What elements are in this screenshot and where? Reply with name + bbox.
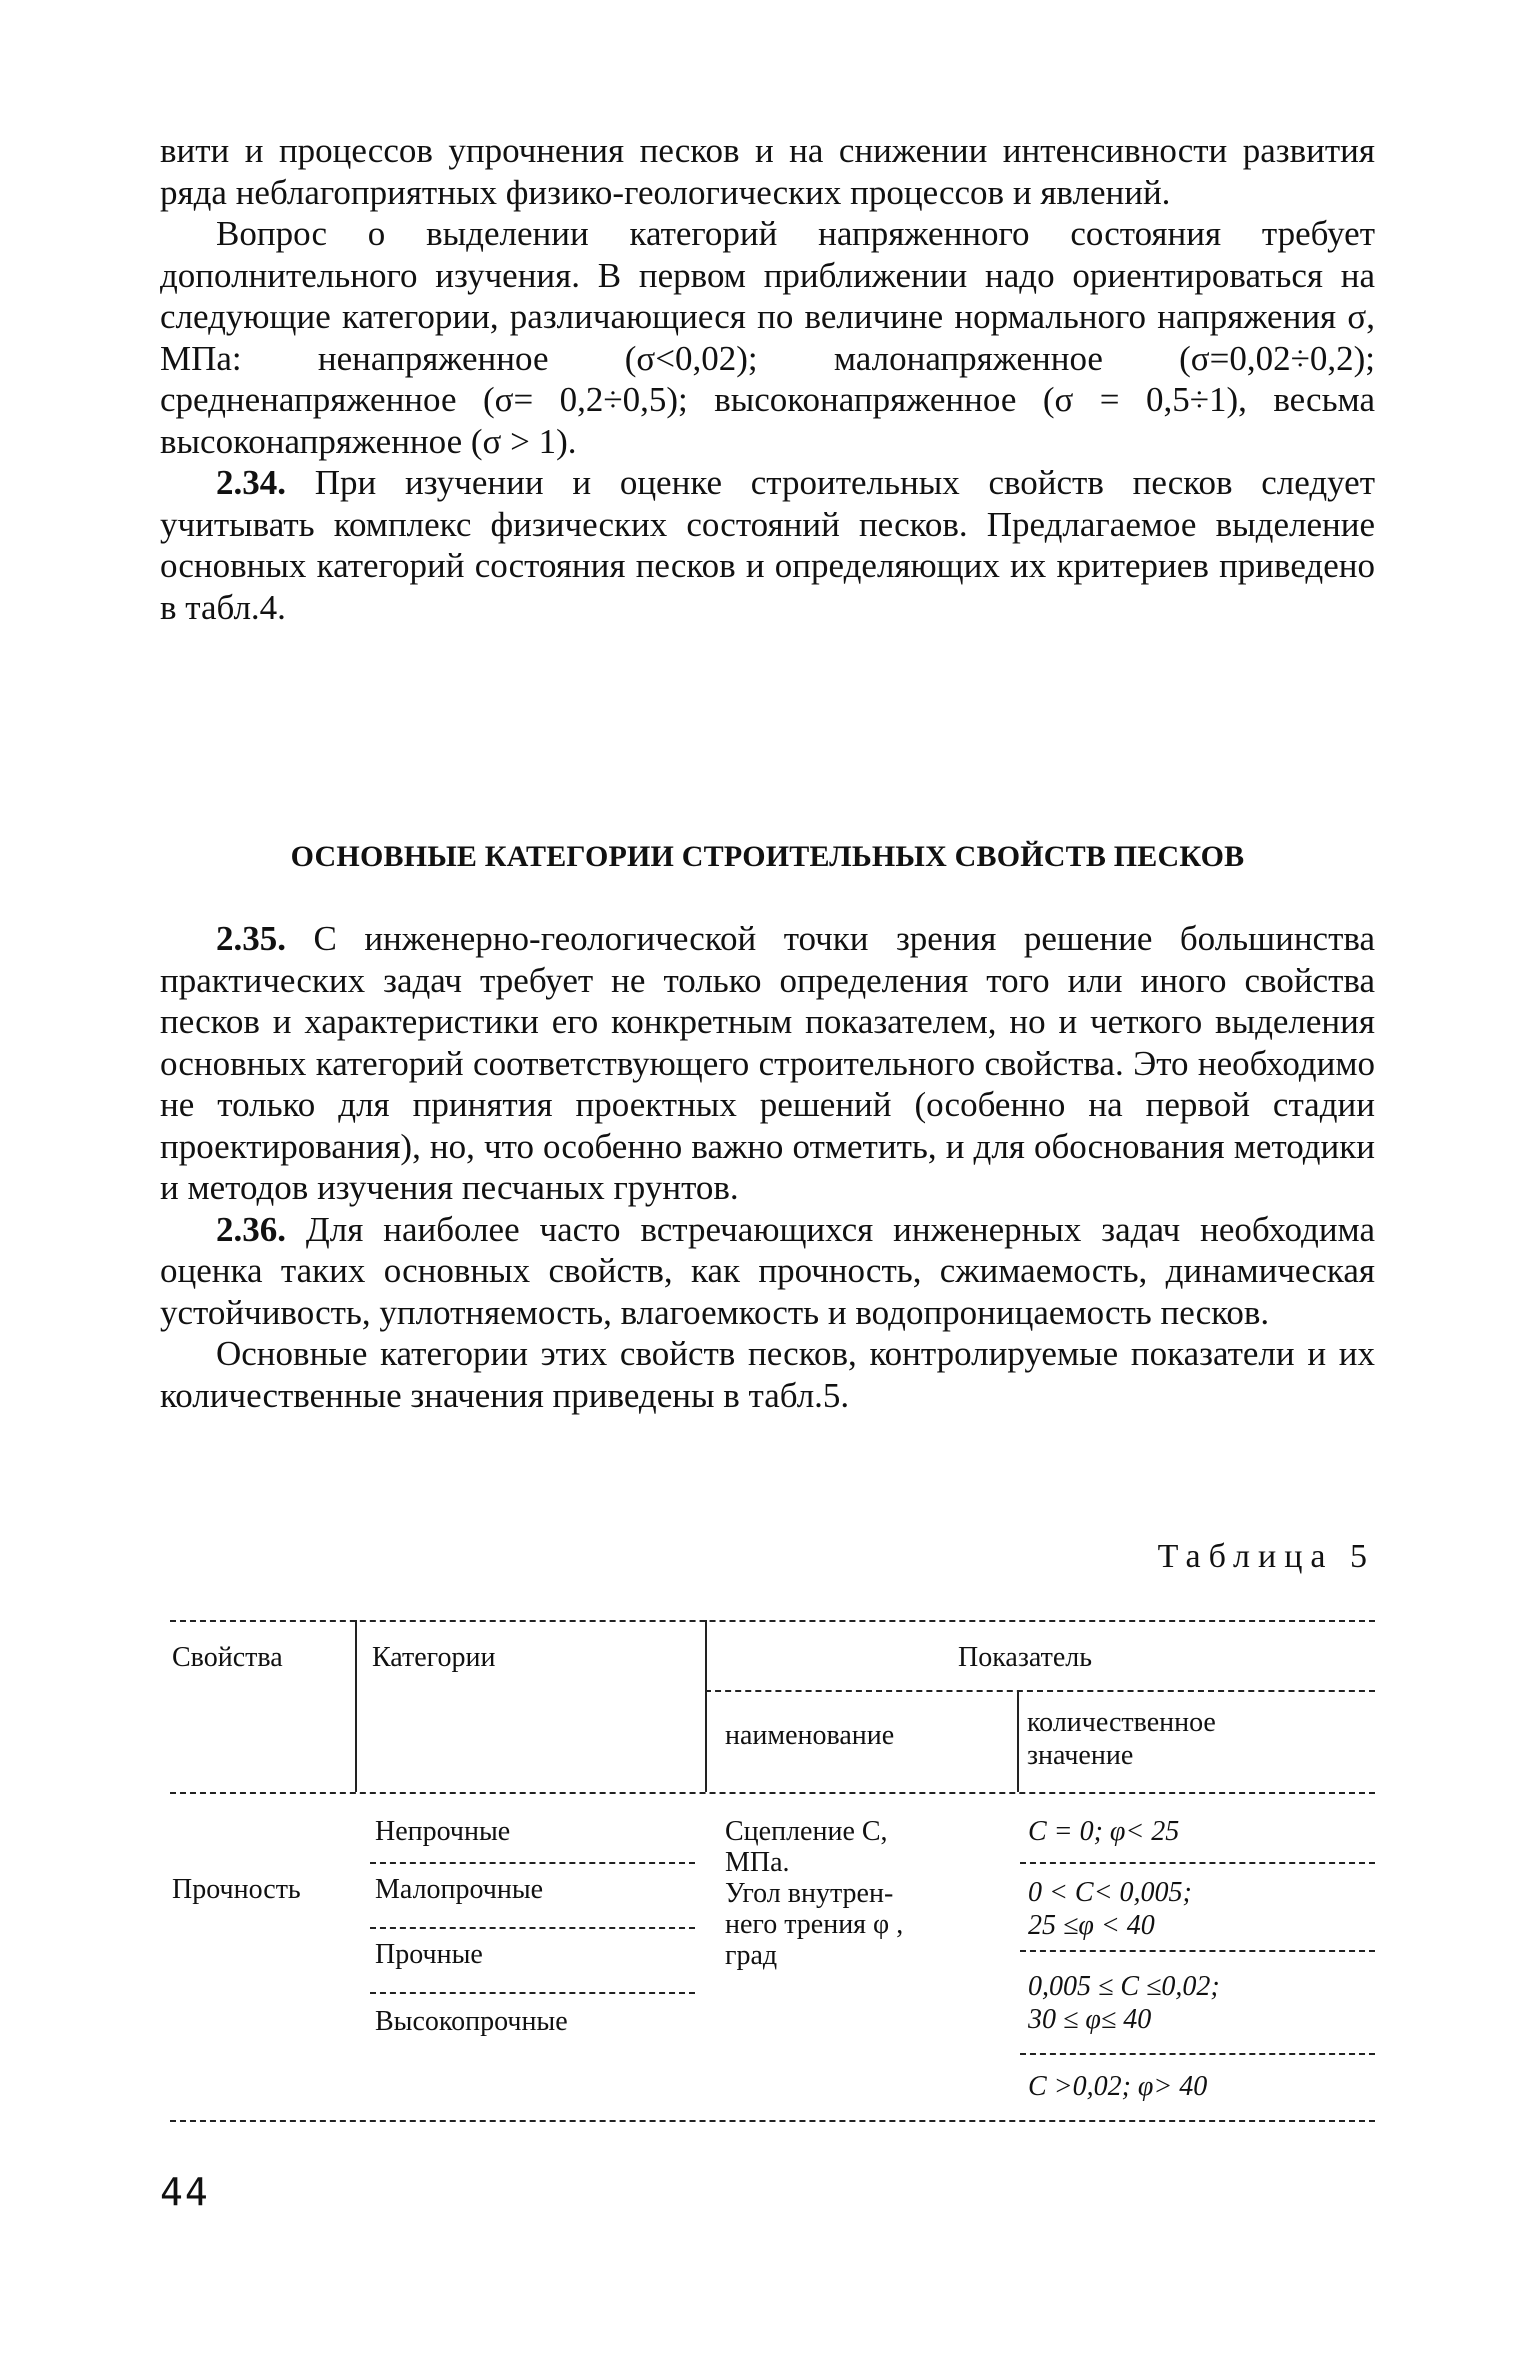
category-separator bbox=[370, 1927, 695, 1929]
paragraph-2-34 bbox=[160, 462, 1375, 628]
paragraph-number: 2.34. bbox=[216, 463, 286, 502]
table-caption: Таблица 5 bbox=[1157, 1538, 1375, 1575]
text-block-1 bbox=[160, 130, 1375, 628]
table-top-rule bbox=[170, 1620, 1375, 1622]
table-col-divider-2 bbox=[705, 1620, 707, 1792]
header-properties: Свойства bbox=[172, 1642, 283, 1673]
value-cell: 0 < С< 0,005; bbox=[1028, 1877, 1192, 1908]
paragraph-stress-categories: Вопрос о выделении категорий напряженного состояния требует дополнительного изучения. В первом приближении надо ориентироваться на следующие категории, различающиеся по величине нормального напряжения σ, МПа: ненапряженное (σ<0,02); малонапряженное (σ=0,02÷0,2); средненапряженное (σ= 0,2÷0,5); высоконапряженное (σ = 0,5÷1), весьма высоконапряженное (σ > 1). bbox=[160, 214, 1375, 461]
table-bottom-rule bbox=[170, 2120, 1375, 2122]
paragraph-number: 2.35. bbox=[216, 919, 286, 958]
header-quantitative-line2: значение bbox=[1027, 1740, 1134, 1771]
text-block-2 bbox=[160, 918, 1375, 1416]
value-cell: С >0,02; φ> 40 bbox=[1028, 2071, 1208, 2102]
header-indicator: Показатель bbox=[958, 1642, 1092, 1673]
indicator-name-line: МПа. bbox=[725, 1847, 790, 1878]
table-subheader-rule bbox=[705, 1690, 1375, 1692]
indicator-name-line: град bbox=[725, 1940, 778, 1971]
category-cell: Непрочные bbox=[375, 1816, 511, 1847]
paragraph-text: При изучении и оценке строительных свойств песков следует учитывать комплекс физических состояний песков. Предлагаемое выделение основных категорий состояния песков и определяющих их критериев приведено в табл.4. bbox=[160, 463, 1375, 627]
property-strength: Прочность bbox=[172, 1874, 301, 1905]
header-categories: Категории bbox=[372, 1642, 496, 1673]
value-separator bbox=[1020, 1862, 1375, 1864]
header-name: наименование bbox=[725, 1720, 895, 1751]
paragraph-2-35 bbox=[160, 918, 1375, 1209]
paragraph-2-36 bbox=[160, 1209, 1375, 1334]
table-header-bottom-rule bbox=[170, 1792, 1375, 1794]
value-cell: С = 0; φ< 25 bbox=[1028, 1816, 1180, 1847]
paragraph-number: 2.36. bbox=[216, 1209, 286, 1249]
table-col-divider-1 bbox=[355, 1620, 357, 1792]
category-separator bbox=[370, 1992, 695, 1994]
value-cell: 30 ≤ φ≤ 40 bbox=[1028, 2004, 1152, 2035]
value-cell: 25 ≤φ < 40 bbox=[1028, 1910, 1155, 1941]
category-separator bbox=[370, 1862, 695, 1864]
value-separator bbox=[1020, 2053, 1375, 2055]
table-5 bbox=[160, 1620, 1375, 2125]
page-number: 44 bbox=[160, 2170, 210, 2214]
paragraph-text: Для наиболее часто встречающихся инженерных задач необходима оценка таких основных свойств, как прочность, сжимаемость, динамическая устойчивость, уплотняемость, влагоемкость и водопроницаемость песков. bbox=[160, 1209, 1375, 1332]
category-cell: Прочные bbox=[375, 1939, 483, 1970]
header-quantitative-line1: количественное bbox=[1027, 1707, 1216, 1738]
indicator-name-line: него трения φ , bbox=[725, 1909, 904, 1940]
table-col-divider-3 bbox=[1017, 1690, 1019, 1792]
paragraph-continuation: вити и процессов упрочнения песков и на снижении интенсивности развития ряда неблагоприятных физико-геологических процессов и явлений. bbox=[160, 131, 1375, 212]
indicator-name-line: Угол внутрен- bbox=[725, 1878, 894, 1909]
paragraph-table-reference: Основные категории этих свойств песков, контролируемые показатели и их количественные значения приведены в табл.5. bbox=[160, 1334, 1375, 1415]
category-cell: Высокопрочные bbox=[375, 2006, 568, 2037]
value-cell: 0,005 ≤ С ≤0,02; bbox=[1028, 1971, 1220, 2002]
value-separator bbox=[1020, 1950, 1375, 1952]
section-heading: ОСНОВНЫЕ КАТЕГОРИИ СТРОИТЕЛЬНЫХ СВОЙСТВ ПЕСКОВ bbox=[290, 840, 1245, 873]
paragraph-text: С инженерно-геологической точки зрения решение большинства практических задач требует не только определения того или иного свойства песков и характеристики его конкретным показателем, но и четкого выделения основных категорий соответствующего строительного свойства. Это необходимо не только для принятия проектных решений (особенно на первой стадии проектирования), но, что особенно важно отметить, и для обоснования методики и методов изучения песчаных грунтов. bbox=[160, 919, 1375, 1207]
category-cell: Малопрочные bbox=[375, 1874, 544, 1905]
indicator-name-line: Сцепление С, bbox=[725, 1816, 888, 1847]
